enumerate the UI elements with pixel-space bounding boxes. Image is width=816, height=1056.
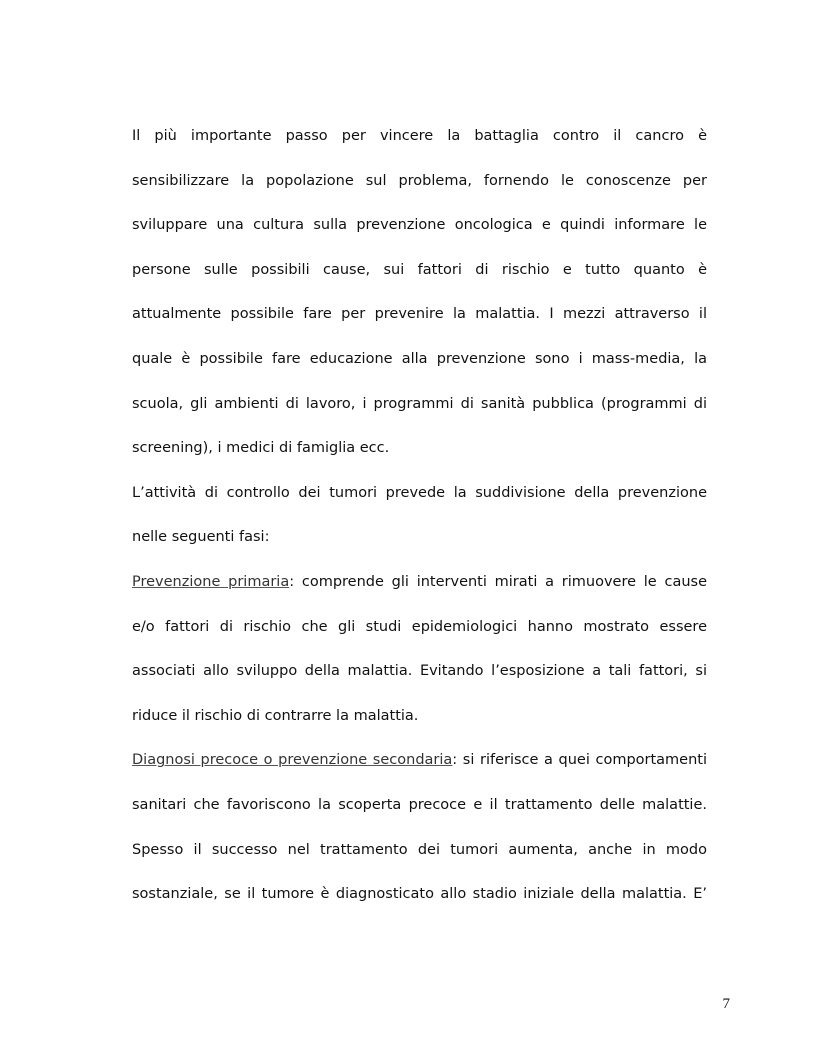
section-heading-primary-prevention: Prevenzione primaria	[132, 573, 290, 590]
text-line: sensibilizzare la popolazione sul problema, fornendo le conoscenze per	[132, 172, 707, 189]
text-line: nelle seguenti fasi:	[132, 529, 270, 546]
text-line: sanitari che favoriscono la scoperta precoce e il trattamento delle malattie.	[132, 796, 707, 813]
text-line: Il più importante passo per vincere la battaglia contro il cancro è	[132, 128, 707, 144]
section-heading-secondary-prevention: Diagnosi precoce o prevenzione secondaria	[132, 752, 453, 769]
text-line: associati allo sviluppo della malattia. Evitando l’esposizione a tali fattori, si	[132, 663, 707, 680]
text-line: persone sulle possibili cause, sui fattori di rischio e tutto quanto è	[132, 261, 707, 278]
text-line: quale è possibile fare educazione alla prevenzione sono i mass-media, la	[132, 350, 707, 367]
text-line: e/o fattori di rischio che gli studi epidemiologici hanno mostrato essere	[132, 618, 707, 635]
text-line-rest: : comprende gli interventi mirati a rimuovere le cause	[289, 573, 708, 590]
text-line	[132, 742, 707, 787]
text-line: riduce il rischio di contrarre la malattia.	[132, 707, 419, 724]
text-line: sostanziale, se il tumore è diagnosticato allo stadio iniziale della malattia. E’	[132, 886, 707, 903]
text-line: L’attività di controllo dei tumori prevede la suddivisione della prevenzione	[132, 484, 707, 501]
text-line-rest: : si riferisce a quei comportamenti	[452, 752, 708, 769]
text-line: sviluppare una cultura sulla prevenzione oncologica e quindi informare le	[132, 217, 707, 234]
text-line: screening), i medici di famiglia ecc.	[132, 440, 390, 457]
body-text	[132, 118, 707, 921]
text-line: attualmente possibile fare per prevenire la malattia. I mezzi attraverso il	[132, 306, 707, 323]
page-number: 7	[722, 996, 730, 1012]
text-line: scuola, gli ambienti di lavoro, i programmi di sanità pubblica (programmi di	[132, 395, 707, 412]
text-line: Spesso il successo nel trattamento dei tumori aumenta, anche in modo	[132, 841, 707, 858]
text-line	[132, 564, 707, 609]
